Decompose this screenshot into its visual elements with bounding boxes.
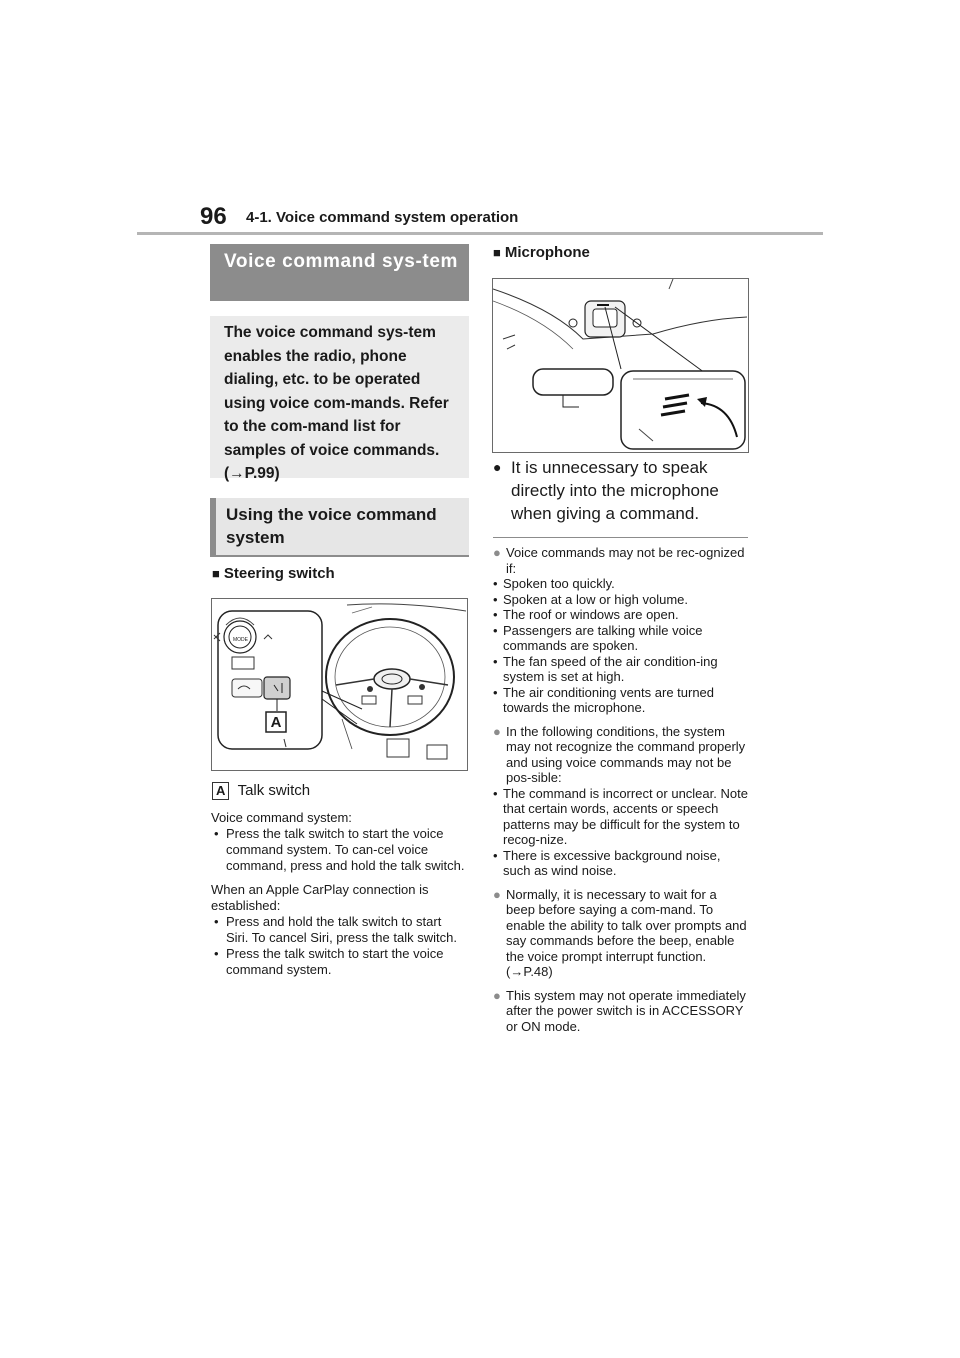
- note-1: [493, 545, 748, 716]
- note-2: [493, 724, 748, 879]
- microphone-bullet: [493, 456, 763, 525]
- steering-bullet-3: [211, 946, 466, 978]
- square-bullet-icon: ■: [212, 566, 220, 581]
- figure-label-a: A: [270, 714, 282, 731]
- steering-bullet-2: [211, 914, 466, 946]
- bullet-dot-icon: •: [214, 946, 219, 961]
- note-2-item-2: • There is excessive background noise, such as wind noise.: [493, 847, 721, 878]
- note-1-item-5: • The fan speed of the air condition-ing system is set at high.: [493, 653, 718, 684]
- note-2-item-1-text: The command is incorrect or unclear. Note that certain words, accents or speech patterns may be difficult for the system to recog-nize.: [503, 785, 748, 847]
- note-1-item-3-text: The roof or windows are open.: [503, 607, 679, 622]
- intro-box: [210, 316, 469, 482]
- note-1-item-1: • Spoken too quickly.: [493, 576, 615, 591]
- legend-letter: A: [212, 782, 229, 800]
- mode-label: MODE: [233, 637, 248, 643]
- note-bullet-icon: ●: [493, 723, 501, 739]
- note-2-lead: In the following conditions, the system may not recognize the command properly and using voice commands may not be pos-sible:: [506, 723, 746, 785]
- note-4-lead: This system may not operate immediately after the power switch is in ACCESSORY or ON mode.: [506, 987, 746, 1034]
- note-1-item-2: • Spoken at a low or high volume.: [493, 591, 688, 607]
- steering-bullet-2-text: Press and hold the talk switch to start Siri. To cancel Siri, press the talk switch.: [226, 914, 457, 945]
- square-bullet-icon: ■: [493, 245, 501, 260]
- steering-switch-heading: [212, 565, 335, 582]
- microphone-bullet-text: It is unnecessary to speak directly into the microphone when giving a command.: [511, 458, 719, 523]
- subsection-box: [210, 498, 469, 555]
- note-1-item-1-text: Spoken too quickly.: [503, 576, 615, 591]
- steering-bullet-1: [211, 826, 466, 874]
- microphone-figure: [492, 278, 749, 453]
- note-3-lead: Normally, it is necessary to wait for a beep before saying a com-mand. To enable the ability to talk over prompts and say commands before the beep, enable the voice prompt interrupt function. (→P.48): [506, 886, 747, 979]
- steering-bullet-1-text: Press the talk switch to start the voice command system. To can-cel voice command, press and hold the talk switch.: [226, 826, 465, 873]
- note-1-item-4: • Passengers are talking while voice commands are spoken.: [493, 622, 703, 653]
- steering-bullet-3-text: Press the talk switch to start the voice command system.: [226, 946, 444, 977]
- bullet-dot-icon: •: [214, 826, 219, 841]
- note-1-item-6: • The air conditioning vents are turned towards the microphone.: [493, 684, 715, 715]
- note-1-item-4-text: Passengers are talking while voice commands are spoken.: [503, 622, 703, 653]
- note-1-lead: Voice commands may not be rec-ognized if:: [506, 545, 745, 576]
- note-2-item-2-text: There is excessive background noise, such as wind noise.: [503, 847, 721, 878]
- bullet-dot-icon: •: [214, 914, 219, 929]
- steering-heading-text: Steering switch: [223, 565, 335, 582]
- notes-rule: [493, 537, 748, 538]
- title-box-text: Voice command sys-tem: [224, 251, 458, 272]
- note-1-item-3: • The roof or windows are open.: [493, 607, 679, 622]
- note-bullet-icon: ●: [493, 987, 501, 1003]
- note-1-item-6-text: The air conditioning vents are turned towards the microphone.: [503, 684, 715, 715]
- note-bullet-icon: ●: [493, 886, 501, 902]
- legend-row: [212, 782, 310, 800]
- subsection-rule: [210, 555, 469, 557]
- header-rule: [137, 232, 823, 235]
- subsection-title: Using the voice command system: [226, 505, 437, 547]
- steering-intro-2: When an Apple CarPlay connection is established:: [211, 882, 429, 913]
- steering-switch-illustration: [212, 599, 467, 770]
- section-title: 4-1. Voice command system operation: [246, 209, 519, 226]
- note-4: [493, 988, 748, 1035]
- note-bullet-icon: ●: [493, 545, 501, 560]
- note-1-item-2-text: Spoken at a low or high volume.: [503, 591, 688, 607]
- filled-circle-bullet-icon: ●: [493, 459, 502, 475]
- microphone-heading: [493, 244, 590, 261]
- note-1-item-5-text: The fan speed of the air condition-ing system is set at high.: [503, 653, 718, 684]
- steering-intro-1: Voice command system:: [211, 810, 352, 825]
- note-3: [493, 887, 748, 980]
- note-2-item-1: • The command is incorrect or unclear. Note that certain words, accents or speech patterns may be difficult for the system to recog-nize.: [493, 785, 748, 847]
- legend-text: Talk switch: [237, 782, 311, 799]
- steering-switch-figure: [211, 598, 468, 771]
- page-number: 96: [200, 203, 227, 230]
- microphone-heading-text: Microphone: [504, 244, 590, 261]
- section-title-box: [210, 244, 469, 301]
- steering-body: [211, 810, 466, 978]
- microphone-illustration: [493, 279, 748, 452]
- notes: [493, 545, 748, 1042]
- intro-text: The voice command sys-tem enables the radio, phone dialing, etc. to be operated using voice com-mands. Refer to the com-mand list for samples of voice commands. (→P.99): [224, 324, 449, 482]
